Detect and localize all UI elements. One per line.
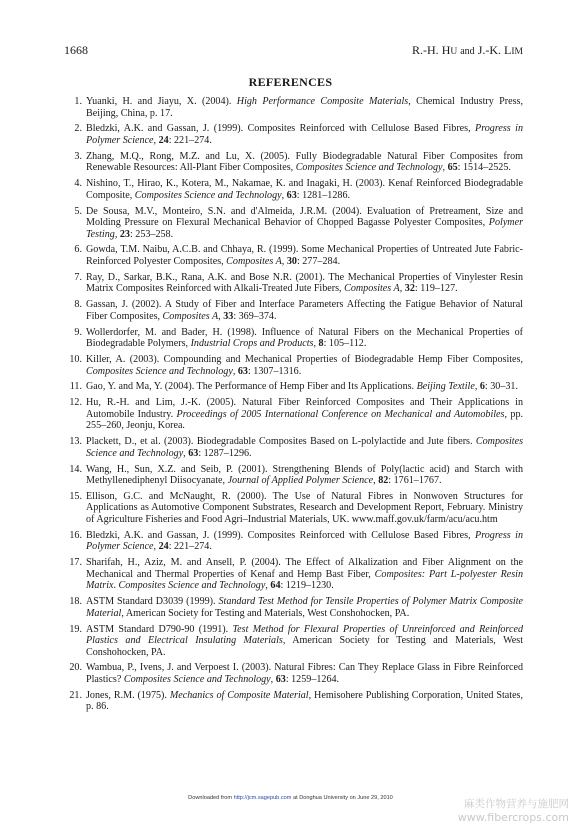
footer-link[interactable]: http://jcm.sagepub.com xyxy=(233,795,292,801)
reference-item xyxy=(58,178,523,201)
reference-text: Gowda, T.M. Naibu, A.C.B. and Chhaya, R. (1999). Some Mechanical Properties of Untreated Jute Fabric-Reinforced Polyester Composites, xyxy=(86,244,523,267)
reference-text: : 1761–1767. xyxy=(388,475,442,487)
reference-source: Composites Science and Technology xyxy=(86,436,523,459)
reference-volume: 6 xyxy=(479,381,485,393)
watermark-line-1: 麻类作物营养与施肥网 xyxy=(464,798,569,810)
reference-volume: 33 xyxy=(223,310,234,322)
reference-item xyxy=(58,464,523,487)
reference-text: , xyxy=(218,310,224,322)
reference-source: Proceedings of 2005 International Conference on Mechanical and Automobiles xyxy=(176,408,505,420)
reference-number: 17. xyxy=(69,557,82,569)
reference-item xyxy=(58,151,523,174)
reference-number: 16. xyxy=(69,529,82,541)
reference-volume: 24 xyxy=(158,134,169,146)
reference-number: 3. xyxy=(74,150,82,162)
reference-source: Test Method for Flexural Properties of Unreinforced and Reinforced Plastics and Electrical Insulating Materials xyxy=(86,623,523,647)
reference-text: Bledzki, A.K. and Gassan, J. (1999). Composites Reinforced with Cellulose Based Fibres, xyxy=(86,529,476,541)
reference-item xyxy=(58,206,523,241)
reference-volume: 32 xyxy=(404,283,415,295)
reference-volume: 63 xyxy=(237,365,248,377)
reference-volume: 63 xyxy=(286,189,297,201)
reference-text: : 1281–1286. xyxy=(296,189,351,201)
reference-volume: 63 xyxy=(275,673,286,685)
reference-item xyxy=(58,327,523,350)
reference-volume: 64 xyxy=(270,580,281,592)
reference-text: , American Society for Testing and Materials, West Conshohocken, PA. xyxy=(121,607,410,619)
reference-text: Zhang, M.Q., Rong, M.Z. and Lu, X. (2005). Fully Biodegradable Natural Fiber Composites from Renewable Resources: All-Plant Fiber Composites, xyxy=(86,150,523,174)
reference-text: , xyxy=(313,338,319,350)
reference-item xyxy=(58,381,523,393)
reference-volume: 63 xyxy=(188,447,199,459)
reference-text: : 119–127. xyxy=(414,283,458,295)
reference-text: : 105–112. xyxy=(323,338,367,350)
reference-text: , xyxy=(373,475,379,487)
reference-text: : 1219–1230. xyxy=(280,580,334,592)
reference-text: , xyxy=(265,580,271,592)
reference-text: : 1287–1296. xyxy=(198,447,252,459)
reference-text: , Chemical Industry Press, Beijing, China, p. 17. xyxy=(86,96,523,119)
reference-source: Mechanics of Composite Material xyxy=(169,689,309,701)
reference-text: De Sousa, M.V., Monteiro, S.N. and d'Almeida, J.R.M. (2004). Evaluation of Pretreament, Size and Molding Pressure on Flexural Mechanical Behavior of Chopped Bagasse Polyester Composites, xyxy=(86,205,523,229)
reference-number: 4. xyxy=(74,178,82,190)
footer-suffix: at Donghua University on June 29, 2010 xyxy=(291,795,393,801)
reference-source: Composites A xyxy=(226,255,282,267)
reference-number: 1. xyxy=(74,96,82,107)
reference-number: 20. xyxy=(69,662,82,674)
reference-number: 2. xyxy=(74,123,82,135)
reference-text: , xyxy=(232,365,238,377)
reference-item xyxy=(58,299,523,322)
reference-source: Standard Test Method for Tensile Properties of Polymer Matrix Composite Material xyxy=(86,596,523,619)
reference-text: . xyxy=(113,580,119,592)
reference-text: , xyxy=(474,381,480,393)
reference-text: Ellison, G.C. and McNaught, R. (2000). The Use of Natural Fibres in Nonwoven Structures for Applications as Automotive Component Substrates, Research and Development Report, February. Ministry of Agriculture Fisheries and Food Agri–Industrial Materials, UK. www.maff.gov.uk/farm/acu/acu.htm xyxy=(86,490,523,525)
reference-text: Wambua, P., Ivens, J. and Verpoest I. (2003). Natural Fibres: Can They Replace Glass in Fibre Reinforced Plastics? xyxy=(86,662,523,685)
reference-text: , Hemisohere Publishing Corporation, United States, p. 86. xyxy=(86,689,523,713)
reference-text: Hu, R.-H. and Lim, J.-K. (2005). Natural Fiber Reinforced Composites and Their Applications in Automobile Industry. xyxy=(86,397,523,420)
reference-item xyxy=(58,123,523,146)
reference-number: 10. xyxy=(69,354,82,366)
reference-text: : 30–31. xyxy=(484,381,519,393)
reference-number: 8. xyxy=(74,299,82,311)
reference-item xyxy=(58,354,523,377)
reference-number: 19. xyxy=(69,623,82,635)
reference-list xyxy=(58,96,523,717)
reference-text: Sharifah, H., Aziz, M. and Ansell, P. (2004). The Effect of Alkalization and Fiber Alignment on the Mechanical and Thermal Properties of Kenaf and Hemp Bast Fiber, xyxy=(86,557,523,580)
reference-source: Progress in Polymer Science xyxy=(86,529,523,553)
reference-text: : 277–284. xyxy=(296,255,341,267)
reference-text: : 1307–1316. xyxy=(247,365,302,377)
reference-text: , American Society for Testing and Materials, West Conshohocken, PA. xyxy=(86,635,524,658)
reference-source: Polymer Testing xyxy=(86,217,523,240)
reference-text: , xyxy=(153,541,159,553)
reference-item xyxy=(58,557,523,592)
reference-volume: 24 xyxy=(158,541,169,553)
footer-prefix: Downloaded from xyxy=(188,795,234,801)
reference-number: 6. xyxy=(74,244,82,256)
reference-source: Composites A xyxy=(162,310,219,322)
reference-source: High Performance Composite Materials xyxy=(236,96,409,107)
running-header xyxy=(64,43,523,59)
watermark xyxy=(458,798,569,824)
reference-text: , xyxy=(281,255,287,267)
reference-source: Progress in Polymer Science xyxy=(86,123,523,146)
reference-item xyxy=(58,272,523,295)
reference-number: 9. xyxy=(74,326,82,338)
reference-text: Yuanki, H. and Jiayu, X. (2004). xyxy=(86,96,237,107)
reference-number: 13. xyxy=(69,436,82,448)
reference-item xyxy=(58,244,523,267)
reference-volume: 82 xyxy=(378,475,389,487)
reference-source: Journal of Applied Polymer Science xyxy=(227,475,374,487)
reference-item xyxy=(58,491,523,526)
reference-text: Plackett, D., et al. (2003). Biodegradable Composites Based on L-polylactide and Jute fibers. xyxy=(86,436,476,448)
reference-text: Ray, D., Sarkar, B.K., Rana, A.K. and Bose N.R. (2001). The Mechanical Properties of Vinylester Resin Matrix Composites Reinforced with Alkali-Treated Jute Fibers, xyxy=(86,271,523,295)
reference-text: , xyxy=(281,189,287,201)
reference-text: Wang, H., Sun, X.Z. and Seib, P. (2001). Strengthening Blends of Poly(lactic acid) and Starch with Methyllenediphenyl Diisocyanate, xyxy=(86,463,523,487)
reference-source: Composites Science and Technology xyxy=(295,162,443,174)
reference-item xyxy=(58,397,523,432)
reference-volume: 30 xyxy=(286,255,297,267)
reference-text: , xyxy=(114,228,120,240)
reference-item xyxy=(58,596,523,619)
reference-number: 12. xyxy=(69,397,82,409)
reference-source: Beijing Textile xyxy=(416,381,475,393)
reference-source: Composites Science and Technology xyxy=(86,365,233,377)
reference-item xyxy=(58,96,523,119)
reference-text: Wollerdorfer, M. and Bader, H. (1998). Influence of Natural Fibers on the Mechanical Properties of Biodegradable Polymers, xyxy=(86,326,523,350)
reference-text: : 369–374. xyxy=(233,310,277,322)
reference-source: Composites: Part L-polyester Resin Matrix xyxy=(86,568,524,592)
reference-text: : 221–274. xyxy=(168,541,212,553)
reference-text: Gao, Y. and Ma, Y. (2004). The Performance of Hemp Fiber and Its Applications. xyxy=(86,381,417,393)
reference-number: 5. xyxy=(74,205,82,217)
reference-number: 18. xyxy=(69,596,82,608)
reference-item xyxy=(58,662,523,685)
reference-text: , xyxy=(153,134,159,146)
reference-source: Composites A xyxy=(344,283,400,295)
reference-volume: 8 xyxy=(318,338,324,350)
reference-text: : 1259–1264. xyxy=(285,673,340,685)
header-authors: R.-H. HU and J.-K. LIM xyxy=(412,43,523,57)
reference-number: 15. xyxy=(69,490,82,502)
reference-text: Bledzki, A.K. and Gassan, J. (1999). Composites Reinforced with Cellulose Based Fibres, xyxy=(86,123,476,135)
reference-number: 21. xyxy=(69,689,82,701)
reference-volume: 23 xyxy=(119,228,130,240)
reference-item xyxy=(58,436,523,459)
reference-text: , xyxy=(183,447,189,459)
section-title: REFERENCES xyxy=(248,75,333,89)
reference-source: Composites Science and Technology xyxy=(134,189,282,201)
reference-number: 11. xyxy=(69,381,82,393)
reference-text: Gassan, J. (2002). A Study of Fiber and Interface Parameters Affecting the Fatigue Behavior of Natural Fiber Composites, xyxy=(86,299,523,322)
reference-text: , xyxy=(442,162,448,174)
reference-source: Composites Science and Technology xyxy=(118,580,266,592)
reference-text: ASTM Standard D3039 (1999). xyxy=(86,596,219,608)
reference-item xyxy=(58,530,523,553)
reference-text: , pp. 255–260, Jeonju, Korea. xyxy=(86,408,524,432)
page-number: 1668 xyxy=(64,43,88,57)
reference-number: 14. xyxy=(69,463,82,475)
reference-text: Jones, R.M. (1975). xyxy=(86,689,170,701)
reference-source: Composites Science and Technology xyxy=(123,673,271,685)
reference-text: Killer, A. (2003). Compounding and Mechanical Properties of Biodegradable Hemp Fiber Composites, xyxy=(86,354,523,366)
reference-item xyxy=(58,624,523,659)
reference-text: : 221–274. xyxy=(168,134,212,146)
reference-text: Nishino, T., Hirao, K., Kotera, M., Nakamae, K. and Inagaki, H. (2003). Kenaf Reinforced Biodegradable Composite, xyxy=(86,178,523,201)
reference-text: , xyxy=(399,283,405,295)
reference-text: : 1514–2525. xyxy=(457,162,511,174)
reference-number: 7. xyxy=(74,271,82,283)
reference-text: , xyxy=(270,673,276,685)
reference-source: Industrial Crops and Products xyxy=(190,338,314,350)
watermark-line-2: www.fibercrops.com xyxy=(457,811,569,824)
reference-text: : 253–258. xyxy=(129,228,174,240)
reference-volume: 65 xyxy=(447,162,458,174)
reference-text: ASTM Standard D790-90 (1991). xyxy=(86,623,233,635)
reference-item xyxy=(58,690,523,713)
